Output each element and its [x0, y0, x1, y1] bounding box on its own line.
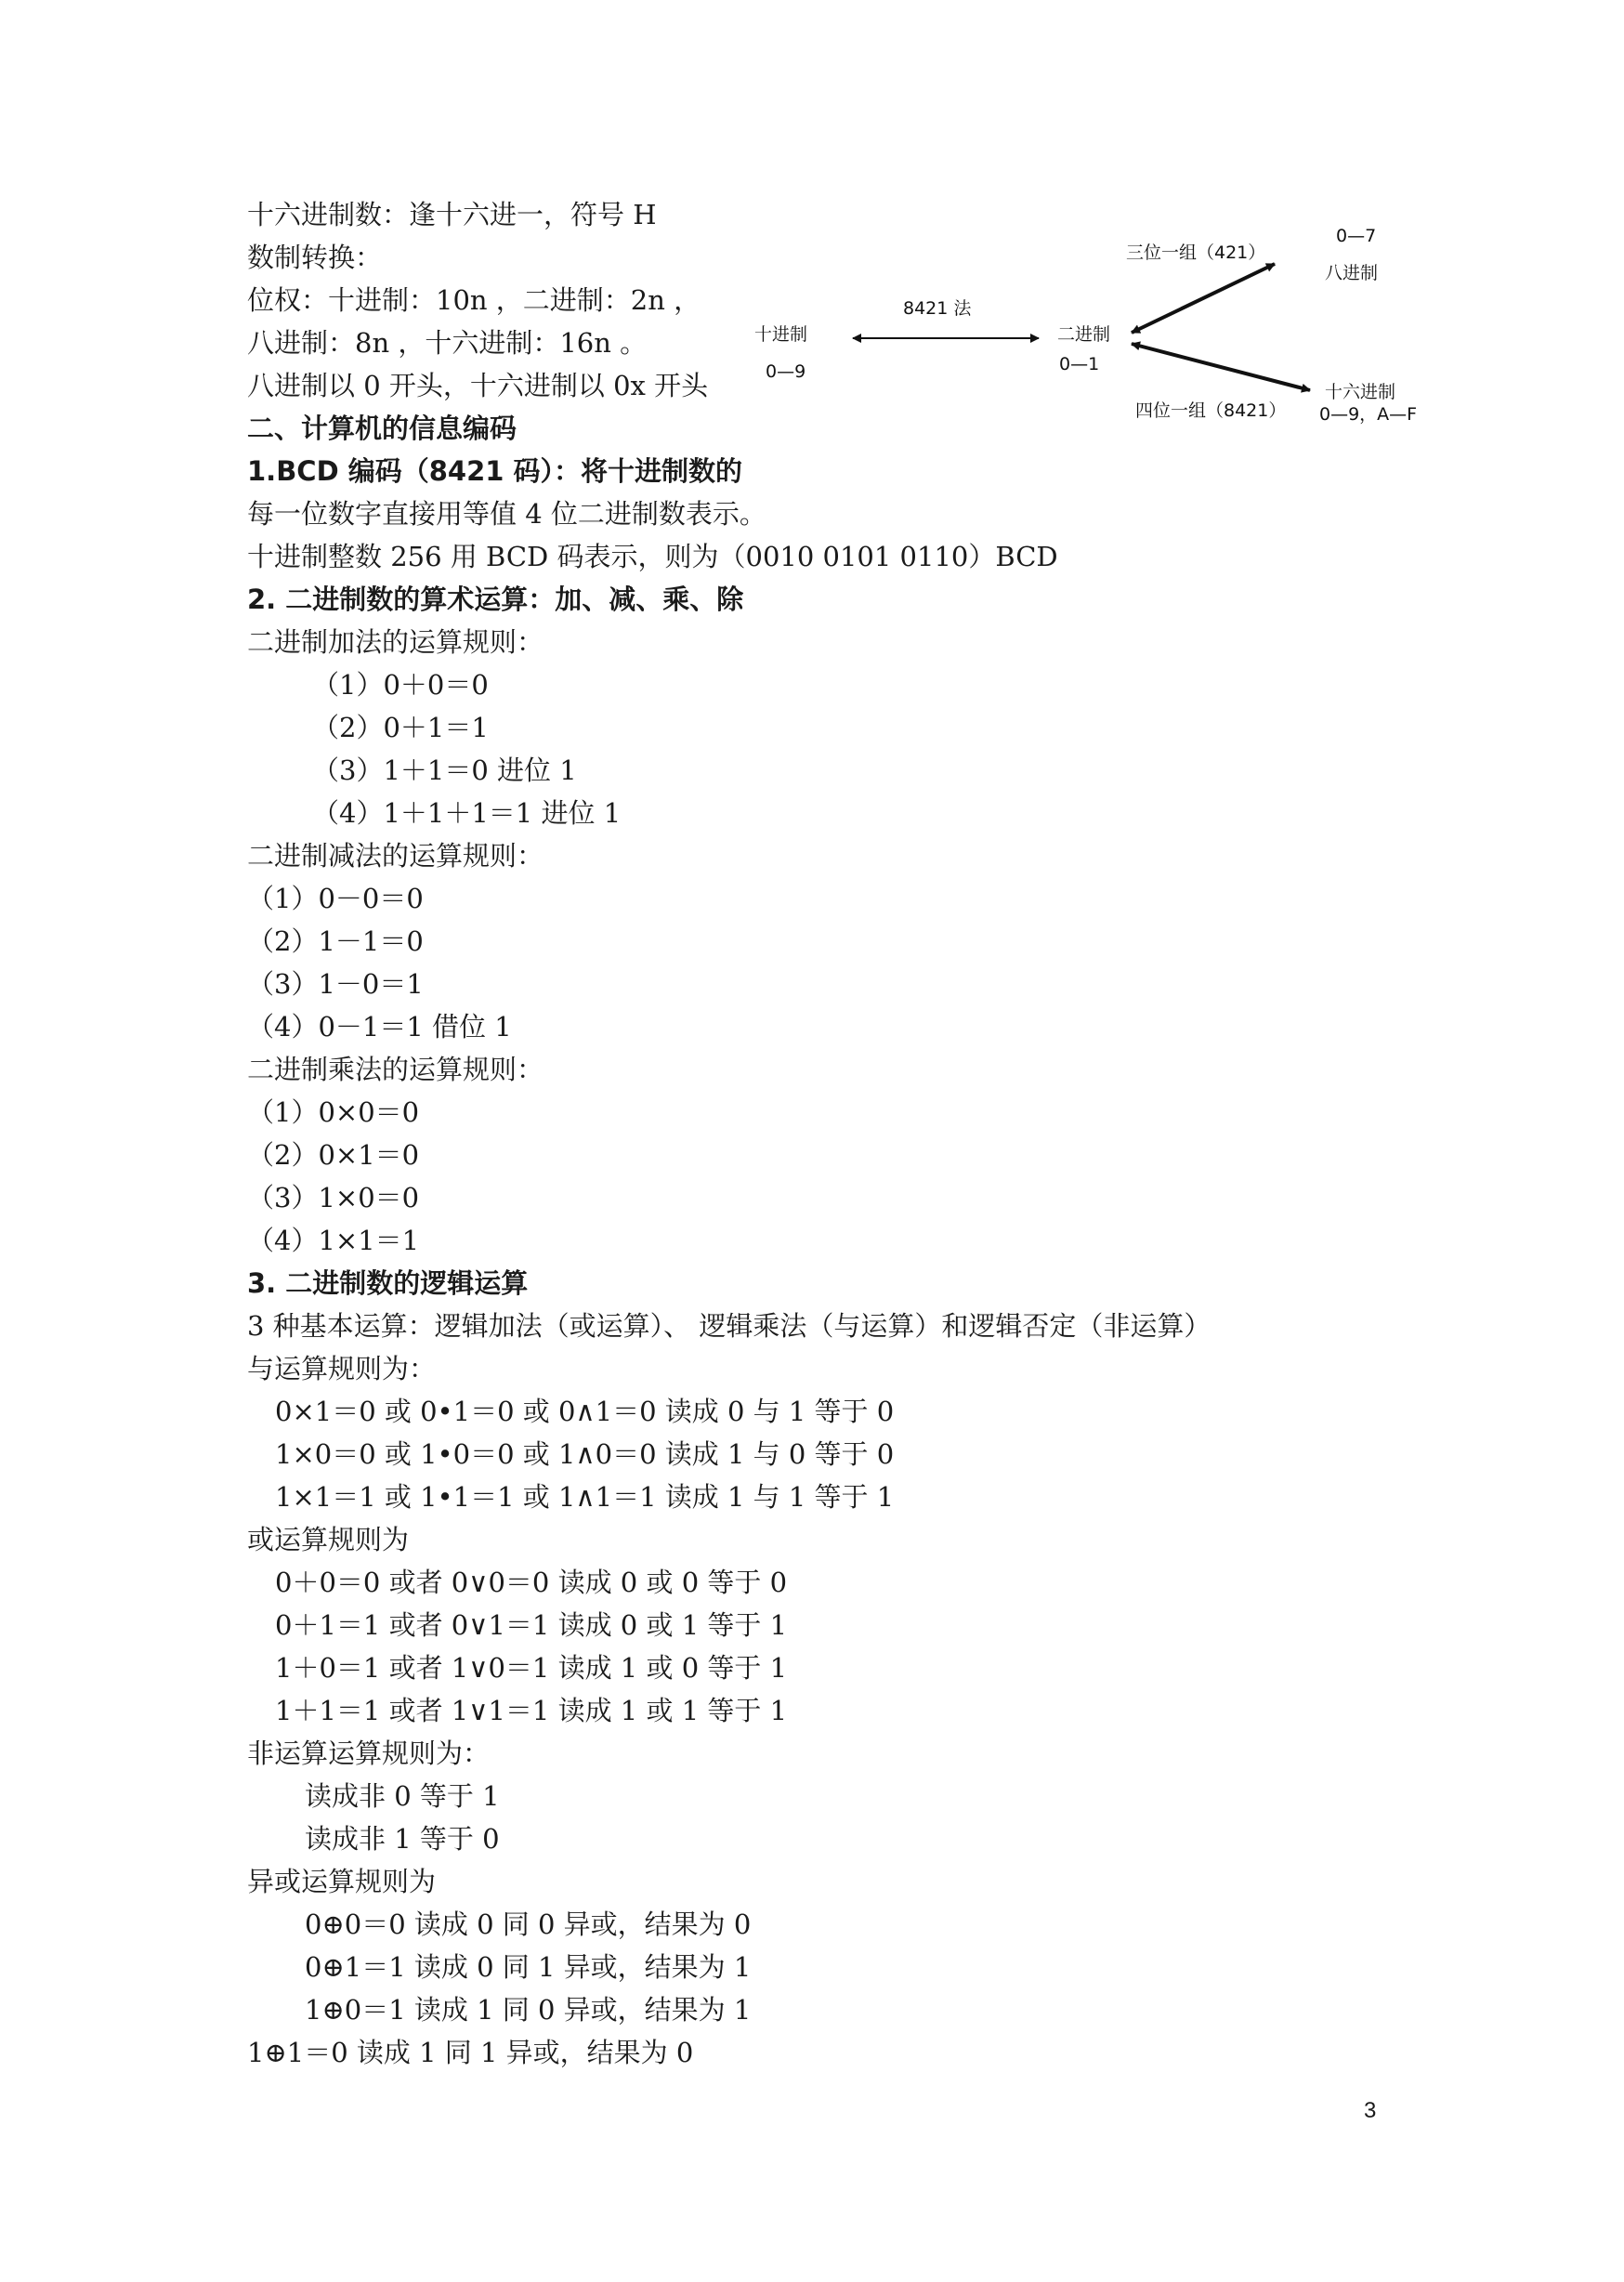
binary-label: 二进制 — [1057, 324, 1111, 345]
rule-line: （1）0＋0＝0 — [312, 669, 489, 701]
rule-line: 1×1＝1 或 1•1＝1 或 1∧1＝1 读成 1 与 1 等于 1 — [275, 1481, 895, 1513]
page-number: 3 — [1364, 2098, 1377, 2123]
rule-line: 1⊕0＝1 读成 1 同 0 异或，结果为 1 — [305, 1994, 752, 2026]
rule-line: （4）1＋1＋1＝1 进位 1 — [312, 797, 622, 829]
text-line: 每一位数字直接用等值 4 位二进制数表示。 — [247, 498, 766, 530]
decimal-label: 十进制 — [754, 324, 808, 345]
text-line: 位权：十进制：10n ，二进制：2n ， — [247, 284, 701, 316]
binary-hex-arrow — [1132, 344, 1310, 390]
hex-label: 十六进制 — [1325, 382, 1396, 402]
text-line: 八进制以 0 开头，十六进制以 0x 开头 — [247, 370, 709, 401]
rule-line: 1＋1＝1 或者 1∨1＝1 读成 1 或 1 等于 1 — [275, 1695, 788, 1726]
hex-group-label: 四位一组（8421） — [1135, 400, 1287, 421]
text-line: 异或运算规则为 — [247, 1866, 437, 1897]
octal-group-label: 三位一组（421） — [1126, 243, 1266, 263]
text-line: 非运算运算规则为： — [247, 1738, 491, 1769]
binary-octal-arrow — [1132, 264, 1275, 333]
text-line: 二进制乘法的运算规则： — [247, 1054, 544, 1085]
rule-line: （2）0＋1＝1 — [312, 712, 489, 743]
rule-line: （2）0×1＝0 — [247, 1139, 420, 1171]
rule-line: 1＋0＝1 或者 1∨0＝1 读成 1 或 0 等于 1 — [275, 1652, 788, 1684]
rule-line: 0＋0＝0 或者 0∨0＝0 读成 0 或 0 等于 0 — [275, 1567, 788, 1598]
text-line: 八进制：8n ，十六进制：16n 。 — [247, 327, 648, 359]
rule-line: 0⊕0＝0 读成 0 同 0 异或，结果为 0 — [305, 1908, 752, 1940]
octal-range: 0—7 — [1336, 226, 1377, 246]
section-heading: 二、计算机的信息编码 — [247, 413, 517, 444]
rule-line: （4）1×1＝1 — [247, 1225, 420, 1256]
rule-line: （1）0×0＝0 — [247, 1096, 420, 1128]
rule-line: 1⊕1＝0 读成 1 同 1 异或，结果为 0 — [247, 2037, 694, 2068]
method-label: 8421 法 — [903, 298, 972, 319]
rule-line: 0⊕1＝1 读成 0 同 1 异或，结果为 1 — [305, 1951, 752, 1983]
conversion-diagram — [743, 221, 1449, 435]
rule-line: 读成非 1 等于 0 — [305, 1823, 500, 1855]
section-heading: 2. 二进制数的算术运算：加、减、乘、除 — [247, 584, 744, 615]
rule-line: （1）0－0＝0 — [247, 883, 424, 914]
text-line: 或运算规则为 — [247, 1524, 410, 1555]
hex-range: 0—9，A—F — [1319, 404, 1418, 425]
binary-range: 0—1 — [1059, 354, 1100, 374]
section-heading: 3. 二进制数的逻辑运算 — [247, 1267, 529, 1299]
rule-line: （3）1＋1＝0 进位 1 — [312, 754, 577, 786]
text-line: 十六进制数：逢十六进一，符号 H — [247, 199, 657, 230]
decimal-range: 0—9 — [766, 361, 806, 382]
rule-line: 0×1＝0 或 0•1＝0 或 0∧1＝0 读成 0 与 1 等于 0 — [275, 1396, 895, 1427]
rule-line: （3）1×0＝0 — [247, 1182, 420, 1213]
rule-line: 0＋1＝1 或者 0∨1＝1 读成 0 或 1 等于 1 — [275, 1609, 788, 1641]
text-line: 3 种基本运算：逻辑加法（或运算）、 逻辑乘法（与运算）和逻辑否定（非运算） — [247, 1310, 1211, 1342]
section-heading: 1.BCD 编码（8421 码）：将十进制数的 — [247, 455, 743, 487]
rule-line: 1×0＝0 或 1•0＝0 或 1∧0＝0 读成 1 与 0 等于 0 — [275, 1438, 895, 1470]
text-line: 十进制整数 256 用 BCD 码表示，则为（0010 0101 0110）BCD — [247, 541, 1058, 572]
rule-line: 读成非 0 等于 1 — [305, 1780, 500, 1812]
text-line: 数制转换： — [247, 242, 383, 273]
rule-line: （4）0－1＝1 借位 1 — [247, 1011, 512, 1043]
rule-line: （3）1－0＝1 — [247, 968, 424, 1000]
text-line: 二进制加法的运算规则： — [247, 626, 544, 658]
rule-line: （2）1－1＝0 — [247, 925, 424, 957]
text-line: 与运算规则为： — [247, 1353, 437, 1384]
octal-label: 八进制 — [1325, 263, 1379, 283]
text-line: 二进制减法的运算规则： — [247, 840, 544, 872]
